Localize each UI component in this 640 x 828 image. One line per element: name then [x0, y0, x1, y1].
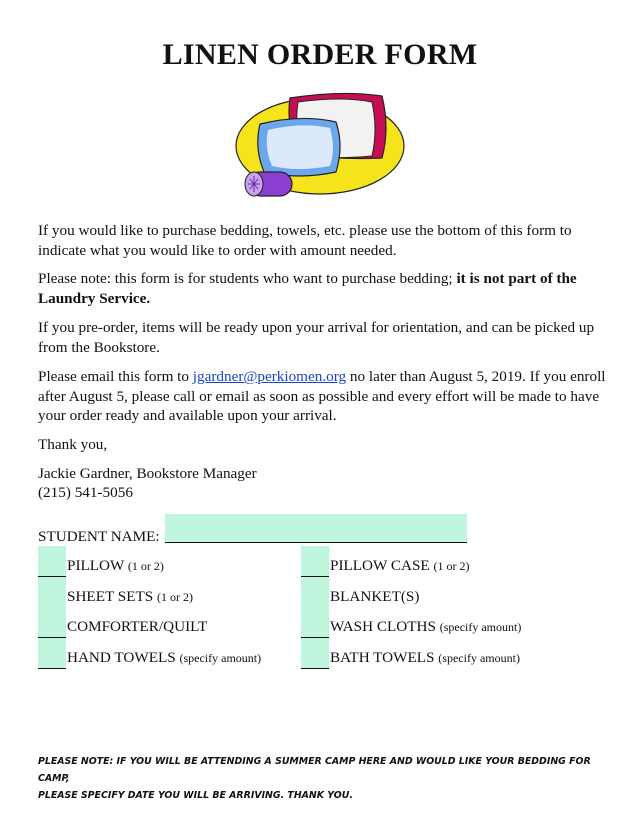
comforter-label: COMFORTER/QUILT [67, 618, 208, 635]
email-prefix-text: Please email this form to [38, 368, 193, 385]
pillow-case-quantity-input[interactable] [301, 546, 329, 577]
email-suffix-text: no later than August 5, 2019. If you enroll after August 5, please call or email as soon as possible and every effort will be made to have your order ready and available upon your arrival. [38, 368, 606, 424]
pillow-case-label: PILLOW CASE (1 or 2) [330, 557, 470, 574]
signer-name: Jackie Gardner, Bookstore Manager [38, 465, 257, 482]
blanket-label: BLANKET(S) [330, 588, 420, 605]
wash-cloths-label: WASH CLOTHS (specify amount) [330, 618, 522, 635]
pillow-label: PILLOW (1 or 2) [67, 557, 164, 574]
email-link[interactable]: jgardner@perkiomen.org [192, 368, 347, 385]
student-name-input[interactable] [165, 514, 467, 543]
bath-towels-label: BATH TOWELS (specify amount) [330, 649, 520, 666]
blanket-quantity-input[interactable] [301, 577, 329, 608]
bath-towels-quantity-input[interactable] [301, 638, 329, 669]
note-text: Please note: this form is for students who want to purchase bedding; [38, 270, 457, 287]
intro-paragraph-4 [38, 367, 608, 426]
thanks-text: Thank you, [38, 436, 108, 453]
signer-phone: (215) 541-5056 [38, 484, 133, 501]
hand-towels-quantity-input[interactable] [38, 638, 66, 669]
note-bold-text: it is not part of the Laundry Service. [38, 270, 577, 307]
sheet-sets-quantity-input[interactable] [38, 577, 66, 608]
bedding-clipart [232, 88, 412, 204]
wash-cloths-quantity-input[interactable] [301, 607, 329, 638]
intro-paragraph-3: If you pre-order, items will be ready upon your arrival for orientation, and can be picked up from the Bookstore. [38, 319, 595, 356]
summer-camp-note [38, 753, 608, 804]
comforter-quantity-input[interactable] [38, 607, 66, 638]
page-title: LINEN ORDER FORM [162, 38, 478, 71]
summer-camp-note-line-1: PLEASE NOTE: IF YOU WILL BE ATTENDING A SUMMER CAMP HERE AND WOULD LIKE YOUR BEDDING FOR CAMP, [38, 756, 591, 784]
intro-paragraph-2 [38, 269, 608, 308]
intro-paragraph-1: If you would like to purchase bedding, towels, etc. please use the bottom of this form to indicate what you would like to order with amount needed. [38, 222, 572, 259]
pillow-quantity-input[interactable] [38, 546, 66, 577]
sheet-sets-label: SHEET SETS (1 or 2) [67, 588, 194, 605]
summer-camp-note-line-2: PLEASE SPECIFY DATE YOU WILL BE ARRIVING. THANK YOU. [38, 790, 353, 801]
student-name-label: STUDENT NAME: [38, 528, 160, 545]
hand-towels-label: HAND TOWELS (specify amount) [67, 649, 262, 666]
